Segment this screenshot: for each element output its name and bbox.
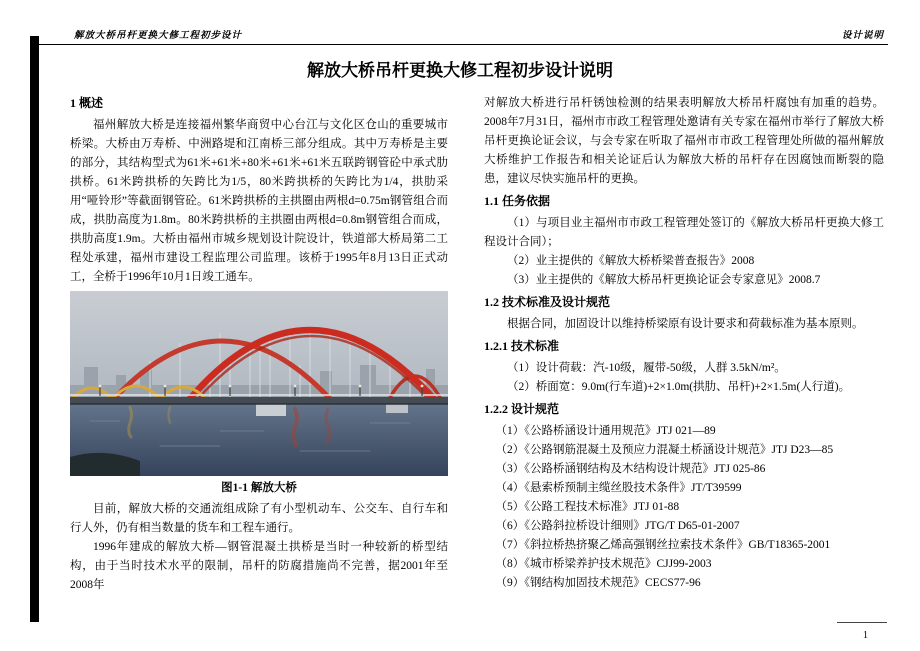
- bridge-photo-graphic: [70, 291, 448, 476]
- overview-paragraph-continued: 对解放大桥进行吊杆锈蚀检测的结果表明解放大桥吊杆腐蚀有加重的趋势。2008年7月31日，福州市市政工程管理处邀请有关专家在福州市举行了解放大桥吊杆更换论证会议，与会专家在听取了福州市市政工程管理处所做的福州解放大桥维护工作报告和相关论证后认为解放大桥的吊杆存在因腐蚀而断裂的隐患，建议尽快实施吊杆的更换。: [484, 97, 884, 185]
- page-number: 1: [863, 630, 868, 641]
- spec-item-2: （2）《公路钢筋混凝土及预应力混凝土桥涵设计规范》JTJ D23—85: [495, 444, 834, 456]
- standard-item-1: （1）设计荷载：汽-10级，履带-50级，人群 3.5kN/m²。: [507, 362, 786, 374]
- spec-item-4: （4）《悬索桥预制主缆丝股技术条件》JT/T39599: [495, 482, 742, 494]
- spec-item-6: （6）《公路斜拉桥设计细则》JTG/T D65-01-2007: [495, 520, 740, 532]
- spec-item-5: （5）《公路工程技术标准》JTJ 01-88: [495, 501, 680, 513]
- bridge-pier-far: [386, 404, 408, 413]
- header-right-label: 设计说明: [841, 31, 884, 41]
- section-1-2-1-heading: 1.2.1 技术标准: [484, 339, 560, 353]
- section-1-2-heading: 1.2 技术标准及设计规范: [484, 295, 611, 309]
- footer-rule: [837, 622, 887, 623]
- standard-item-2: （2）桥面宽：9.0m(行车道)+2×1.0m(拱肋、吊杆)+2×1.5m(人行道)。: [507, 381, 851, 393]
- page-header: [74, 27, 884, 41]
- header-left-title: 解放大桥吊杆更换大修工程初步设计: [74, 31, 243, 41]
- spec-item-8: （8）《城市桥梁养护技术规范》CJJ99-2003: [495, 558, 712, 570]
- spec-item-3: （3）《公路桥涵钢结构及木结构设计规范》JTJ 025-86: [495, 463, 766, 475]
- basis-item-3: （3）业主提供的《解放大桥吊杆更换论证会专家意见》2008.7: [507, 274, 821, 286]
- overview-paragraph-3: 1996年建成的解放大桥—钢管混凝土拱桥是当时一种较新的桥型结构，由于当时技术水平的限制，吊杆的防腐措施尚不完善，据2001年至2008年: [70, 541, 448, 591]
- left-column: [70, 94, 448, 595]
- basis-item-2: （2）业主提供的《解放大桥桥梁普查报告》2008: [507, 255, 755, 267]
- figure-caption: 图1-1 解放大桥: [221, 482, 297, 494]
- section-1-heading: 1 概述: [70, 96, 104, 110]
- section-1-1-heading: 1.1 任务依据: [484, 194, 551, 208]
- header-rule: [39, 44, 888, 45]
- section-1-2-intro: 根据合同，加固设计以维持桥梁原有设计要求和荷载标准为基本原则。: [507, 318, 864, 330]
- right-column: [484, 94, 884, 593]
- basis-item-1: （1）与项目业主福州市市政工程管理处签订的《解放大桥吊杆更换大修工程设计合同）；: [484, 217, 884, 248]
- spec-item-1: （1）《公路桥涵设计通用规范》JTJ 021—89: [495, 425, 716, 437]
- bridge-pier: [256, 404, 286, 416]
- overview-paragraph-1: 福州解放大桥是连接福州繁华商贸中心台江与文化区仓山的重要城市桥梁。大桥由万寿桥、中洲路堤和江南桥三部分组成。其中万寿桥是主要的部分，其结构型式为61米+61米+80米+61米+61米五联跨钢管砼中承式肋拱桥。61米跨拱桥的矢跨比为1/5，80米跨拱桥的矢跨比为1/4，拱肋采用“哑铃形”等截面钢管砼。61米跨拱桥的主拱圈由两根d=0.75m钢管组合而成，拱肋高度为1.8m。80米跨拱桥的主拱圈由两根d=0.8m钢管组合而成，拱肋高度1.9m。大桥由福州市城乡规划设计院设计，铁道部大桥局第二工程处承建，福州市建设工程监理公司监理。该桥于1995年8月13日正式动工，全桥于1996年10月1日竣工通车。: [70, 119, 448, 283]
- section-1-2-2-heading: 1.2.2 设计规范: [484, 402, 560, 416]
- spec-item-7: （7）《斜拉桥热挤聚乙烯高强钢丝拉索技术条件》GB/T18365-2001: [495, 539, 831, 551]
- bridge-photo: [70, 291, 448, 476]
- spec-item-9: （9）《钢结构加固技术规范》CECS77-96: [495, 577, 701, 589]
- overview-paragraph-2: 目前，解放大桥的交通流组成除了有小型机动车、公交车、自行车和行人外，仍有相当数量的货车和工程车通行。: [70, 503, 448, 534]
- left-margin-bar: [30, 36, 39, 622]
- bridge-figure: [70, 291, 448, 498]
- document-title: 解放大桥吊杆更换大修工程初步设计说明: [307, 61, 613, 80]
